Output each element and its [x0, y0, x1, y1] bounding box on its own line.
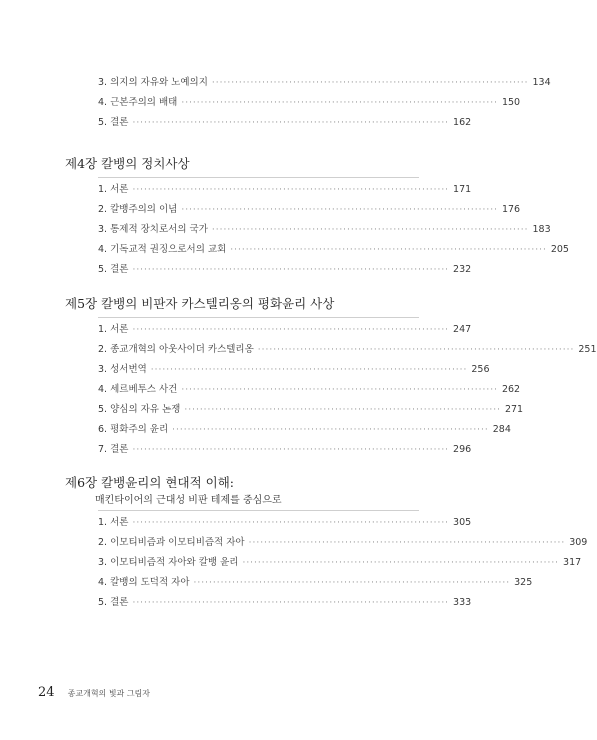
dot-leader: ··················································································: [230, 245, 547, 255]
entry-page-number: 205: [550, 244, 569, 255]
dot-leader: ··················································································: [132, 445, 450, 455]
toc-entry[interactable]: [98, 240, 569, 260]
dot-leader: ··················································································: [172, 425, 489, 435]
entry-title: 6. 평화주의 윤리: [98, 424, 169, 435]
entry-page-number: 251: [578, 344, 597, 355]
entry-page-number: 150: [501, 97, 521, 108]
chapter-5-entries: [98, 320, 597, 460]
toc-entry[interactable]: [98, 220, 551, 240]
toc-entry[interactable]: [98, 113, 472, 133]
chapter-6-heading[interactable]: 제6장 칼뱅윤리의 현대적 이해:: [65, 475, 234, 490]
entry-page-number: 183: [532, 224, 551, 235]
toc-entry[interactable]: [98, 180, 472, 200]
toc-entry[interactable]: [98, 533, 588, 553]
entry-title: 5. 결론: [98, 264, 129, 275]
chapter-3-entries: [98, 73, 551, 133]
entry-page-number: 317: [563, 557, 582, 568]
dot-leader: ··················································································: [132, 598, 450, 608]
dot-leader: ··················································································: [181, 385, 498, 395]
toc-entry[interactable]: [98, 380, 521, 400]
toc-entry[interactable]: [98, 593, 472, 613]
entry-page-number: 262: [501, 384, 521, 395]
chapter-6-entries: [98, 513, 588, 613]
entry-title: 3. 이모티비즘적 자아와 칼뱅 윤리: [98, 557, 239, 568]
entry-page-number: 176: [501, 204, 521, 215]
running-title: 종교개혁의 빛과 그림자: [67, 689, 151, 698]
entry-title: 2. 이모티비즘과 이모티비즘적 자아: [98, 537, 245, 548]
entry-title: 1. 서론: [98, 184, 129, 195]
entry-page-number: 162: [453, 117, 472, 128]
chapter-6-subtitle: 매킨타이어의 근대성 비판 테제를 중심으로: [95, 495, 282, 506]
chapter-4-heading[interactable]: 제4장 칼뱅의 정치사상: [65, 156, 190, 171]
toc-entry[interactable]: [98, 200, 521, 220]
entry-title: 1. 서론: [98, 517, 129, 528]
toc-entry[interactable]: [98, 260, 472, 280]
entry-title: 7. 결론: [98, 444, 129, 455]
entry-title: 5. 결론: [98, 597, 129, 608]
dot-leader: ··················································································: [193, 578, 511, 588]
chapter-divider: [98, 177, 419, 178]
entry-title: 4. 세르베투스 사건: [98, 384, 178, 395]
toc-entry[interactable]: [98, 553, 582, 573]
entry-title: 5. 양심의 자유 논쟁: [98, 404, 181, 415]
entry-page-number: 134: [532, 77, 551, 88]
dot-leader: ··················································································: [181, 205, 498, 215]
entry-page-number: 309: [569, 537, 588, 548]
page-footer: [38, 681, 150, 700]
entry-title: 3. 의지의 자유와 노예의지: [98, 77, 208, 88]
chapter-divider: [98, 510, 419, 511]
entry-title: 5. 결론: [98, 117, 129, 128]
dot-leader: ··················································································: [132, 325, 450, 335]
dot-leader: ··················································································: [150, 365, 468, 375]
toc-entry[interactable]: [98, 440, 472, 460]
toc-entry[interactable]: [98, 320, 472, 340]
toc-entry[interactable]: [98, 73, 551, 93]
entry-title: 3. 통제적 장치로서의 국가: [98, 224, 208, 235]
entry-page-number: 284: [492, 424, 511, 435]
entry-page-number: 333: [453, 597, 472, 608]
entry-page-number: 296: [453, 444, 472, 455]
dot-leader: ··················································································: [211, 225, 529, 235]
toc-entry[interactable]: [98, 420, 511, 440]
dot-leader: ··················································································: [132, 118, 450, 128]
dot-leader: ··················································································: [184, 405, 501, 415]
entry-title: 1. 서론: [98, 324, 129, 335]
entry-title: 4. 기독교적 권징으로서의 교회: [98, 244, 227, 255]
toc-entry[interactable]: [98, 360, 490, 380]
toc-entry[interactable]: [98, 93, 521, 113]
toc-entry[interactable]: [98, 400, 524, 420]
dot-leader: ··················································································: [132, 265, 450, 275]
dot-leader: ··················································································: [181, 98, 498, 108]
chapter-divider: [98, 317, 419, 318]
entry-title: 2. 종교개혁의 아웃사이더 카스텔리옹: [98, 344, 254, 355]
entry-page-number: 271: [504, 404, 524, 415]
entry-page-number: 232: [453, 264, 472, 275]
entry-page-number: 325: [514, 577, 533, 588]
entry-page-number: 305: [453, 517, 472, 528]
dot-leader: ··················································································: [257, 345, 575, 355]
dot-leader: ··················································································: [132, 185, 450, 195]
dot-leader: ··················································································: [248, 538, 566, 548]
entry-title: 4. 근본주의의 배태: [98, 97, 178, 108]
dot-leader: ··················································································: [132, 518, 450, 528]
dot-leader: ··················································································: [242, 558, 560, 568]
entry-title: 4. 칼뱅의 도덕적 자아: [98, 577, 190, 588]
toc-entry[interactable]: [98, 573, 533, 593]
entry-page-number: 256: [471, 364, 490, 375]
entry-title: 3. 성서번역: [98, 364, 147, 375]
toc-entry[interactable]: [98, 513, 472, 533]
entry-title: 2. 칼뱅주의의 이념: [98, 204, 178, 215]
page-number: 24: [38, 685, 55, 700]
entry-page-number: 247: [453, 324, 472, 335]
toc-entry[interactable]: [98, 340, 597, 360]
entry-page-number: 171: [453, 184, 472, 195]
dot-leader: ··················································································: [211, 78, 529, 88]
chapter-5-heading[interactable]: 제5장 칼뱅의 비판자 카스텔리옹의 평화윤리 사상: [65, 296, 335, 311]
chapter-4-entries: [98, 180, 569, 280]
